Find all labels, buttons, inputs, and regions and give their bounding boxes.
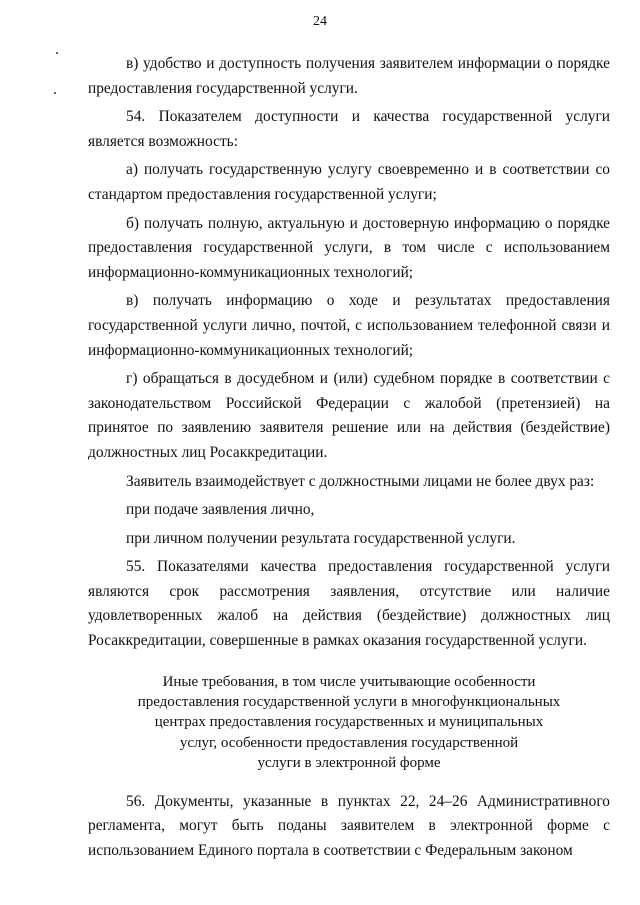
- paragraph-54-a: а) получать государственную услугу своевременно и в соответствии со стандартом предоставления государственной услуги;: [88, 161, 610, 203]
- paragraph-in-person-submission: при подаче заявления лично,: [126, 501, 315, 519]
- section-heading-line: услуг, особенности предоставления государственной: [179, 734, 519, 751]
- paragraph-convenience: в) удобство и доступность получения заявителем информации о порядке предоставления государственной услуги.: [88, 55, 610, 97]
- paragraph-54-v: в) получать информацию о ходе и результатах предоставления государственной услуги лично, почтой, с использованием телефонной связи и информационно-коммуникационных технологий;: [88, 292, 610, 359]
- scan-speck: [56, 52, 58, 54]
- section-heading-line: услуги в электронной форме: [257, 755, 441, 772]
- section-heading-line: центрах предоставления государственных и муниципальных: [154, 714, 544, 731]
- paragraph-in-person-receipt: при личном получении результата государственной услуги.: [126, 529, 516, 547]
- scan-speck: [54, 92, 56, 94]
- section-heading-line: предоставления государственной услуги в многофункциональных: [137, 694, 561, 711]
- paragraph-54: 54. Показателем доступности и качества государственной услуги является возможность:: [88, 108, 610, 150]
- page-number: 24: [313, 14, 327, 29]
- paragraph-55: 55. Показателями качества предоставления государственной услуги являются срок рассмотрения заявления, отсутствие или наличие удовлетворенных жалоб на действия (бездействие) должностных лиц Росаккредитации, совершенные в рамках оказания государственной услуги.: [88, 558, 610, 650]
- section-heading: [88, 672, 610, 774]
- paragraph-applicant-interaction: Заявитель взаимодействует с должностными лицами не более двух раз:: [126, 472, 595, 490]
- paragraph-54-g: г) обращаться в досудебном и (или) судебном порядке в соответствии с законодательством Российской Федерации с жалобой (претензией) на принятое по заявлению заявителя решение или на действия (бездействие) должностных лиц Росаккредитации.: [88, 370, 610, 461]
- paragraph-54-b: б) получать полную, актуальную и достоверную информацию о порядке предоставления государственной услуги, в том числе с использованием информационно-коммуникационных технологий;: [88, 214, 610, 281]
- section-heading-line: Иные требования, в том числе учитывающие особенности: [162, 673, 536, 690]
- document-body: [88, 52, 610, 863]
- paragraph-56: 56. Документы, указанные в пунктах 22, 24–26 Административного регламента, могут быть поданы заявителем в электронной форме с использованием Единого портала в соответствии с Федеральным законом: [88, 792, 610, 859]
